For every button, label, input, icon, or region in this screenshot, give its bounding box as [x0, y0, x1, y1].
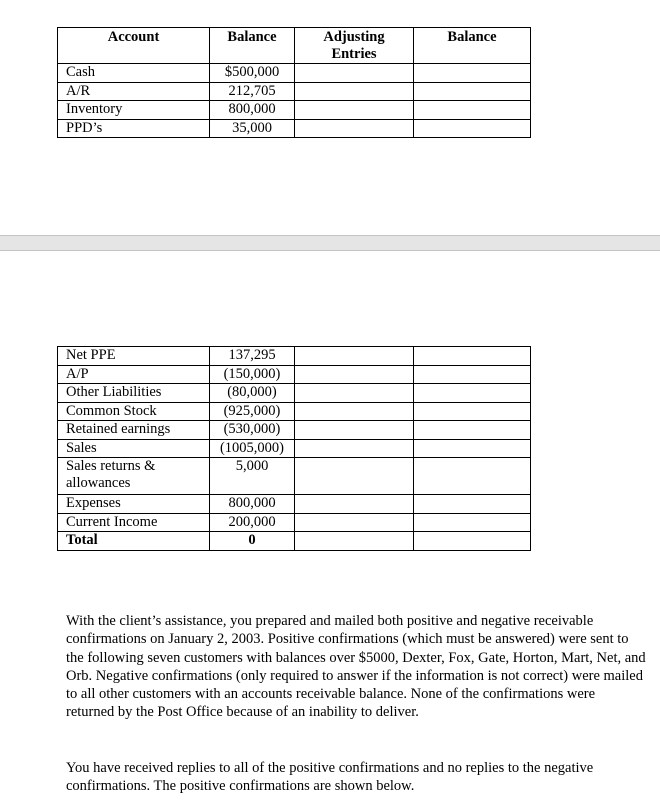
header-account: Account: [58, 28, 210, 64]
adjusting-cell[interactable]: [295, 347, 414, 366]
account-cell: Other Liabilities: [58, 384, 210, 403]
account-cell: Retained earnings: [58, 421, 210, 440]
final-balance-cell[interactable]: [414, 82, 531, 101]
table-row: [58, 421, 531, 440]
table-row: [58, 458, 531, 495]
balance-cell: 0: [210, 532, 295, 551]
final-balance-cell[interactable]: [414, 384, 531, 403]
table-row: [58, 495, 531, 514]
balance-cell: 5,000: [210, 458, 295, 495]
account-cell: Current Income: [58, 513, 210, 532]
trial-balance-table-bottom: [57, 346, 531, 551]
balance-cell: (150,000): [210, 365, 295, 384]
confirmation-paragraph: With the client’s assistance, you prepared and mailed both positive and negative receivable confirmations on January 2, 2003. Positive confirmations (which must be answered) were sent to the following seven customers with balances over $5000, Dexter, Fox, Gate, Horton, Mart, Net, and Orb. Negative confirmations (only required to answer if the information is not correct) were mailed to all other customers with an accounts receivable balance. None of the confirmations were returned by the Post Office because of an inability to deliver.: [66, 613, 646, 721]
table-row: [58, 119, 531, 138]
table-row: [58, 347, 531, 366]
account-cell: Expenses: [58, 495, 210, 514]
adjusting-cell[interactable]: [295, 101, 414, 120]
final-balance-cell[interactable]: [414, 402, 531, 421]
trial-balance-table-top: [57, 27, 531, 138]
balance-cell: 200,000: [210, 513, 295, 532]
header-adjusting-entries: Adjusting Entries: [295, 28, 414, 64]
final-balance-cell[interactable]: [414, 439, 531, 458]
final-balance-cell[interactable]: [414, 495, 531, 514]
table-row: [58, 384, 531, 403]
balance-cell: (925,000): [210, 402, 295, 421]
final-balance-cell[interactable]: [414, 347, 531, 366]
adjusting-cell[interactable]: [295, 365, 414, 384]
adjusting-cell[interactable]: [295, 439, 414, 458]
final-balance-cell[interactable]: [414, 513, 531, 532]
adjusting-cell[interactable]: [295, 82, 414, 101]
adjusting-cell[interactable]: [295, 64, 414, 83]
adjusting-cell[interactable]: [295, 421, 414, 440]
balance-cell: 137,295: [210, 347, 295, 366]
balance-cell: 212,705: [210, 82, 295, 101]
page-break-separator: [0, 235, 660, 251]
final-balance-cell[interactable]: [414, 532, 531, 551]
balance-cell: (530,000): [210, 421, 295, 440]
adjusting-cell[interactable]: [295, 384, 414, 403]
final-balance-cell[interactable]: [414, 365, 531, 384]
total-row: [58, 532, 531, 551]
final-balance-cell[interactable]: [414, 101, 531, 120]
final-balance-cell[interactable]: [414, 64, 531, 83]
table-row: [58, 439, 531, 458]
table-row: [58, 402, 531, 421]
final-balance-cell[interactable]: [414, 458, 531, 495]
account-cell: Common Stock: [58, 402, 210, 421]
account-cell: Net PPE: [58, 347, 210, 366]
account-cell: PPD’s: [58, 119, 210, 138]
table-header-row: [58, 28, 531, 64]
adjusting-cell[interactable]: [295, 532, 414, 551]
balance-cell: 35,000: [210, 119, 295, 138]
table-row: [58, 101, 531, 120]
header-balance: Balance: [210, 28, 295, 64]
header-final-balance: Balance: [414, 28, 531, 64]
account-cell: Cash: [58, 64, 210, 83]
account-cell: A/P: [58, 365, 210, 384]
adjusting-cell[interactable]: [295, 119, 414, 138]
balance-cell: 800,000: [210, 101, 295, 120]
final-balance-cell[interactable]: [414, 421, 531, 440]
table-row: [58, 365, 531, 384]
account-cell: Total: [58, 532, 210, 551]
adjusting-cell[interactable]: [295, 402, 414, 421]
table-row: [58, 513, 531, 532]
table-row: [58, 82, 531, 101]
adjusting-cell[interactable]: [295, 495, 414, 514]
balance-cell: (1005,000): [210, 439, 295, 458]
account-cell: Sales returns & allowances: [58, 458, 210, 495]
replies-paragraph: You have received replies to all of the positive confirmations and no replies to the negative confirmations. The positive confirmations are shown below.: [66, 760, 594, 795]
adjusting-cell[interactable]: [295, 458, 414, 495]
final-balance-cell[interactable]: [414, 119, 531, 138]
balance-cell: 800,000: [210, 495, 295, 514]
balance-cell: $500,000: [210, 64, 295, 83]
table-row: [58, 64, 531, 83]
account-cell: Sales: [58, 439, 210, 458]
account-cell: A/R: [58, 82, 210, 101]
balance-cell: (80,000): [210, 384, 295, 403]
adjusting-cell[interactable]: [295, 513, 414, 532]
account-cell: Inventory: [58, 101, 210, 120]
